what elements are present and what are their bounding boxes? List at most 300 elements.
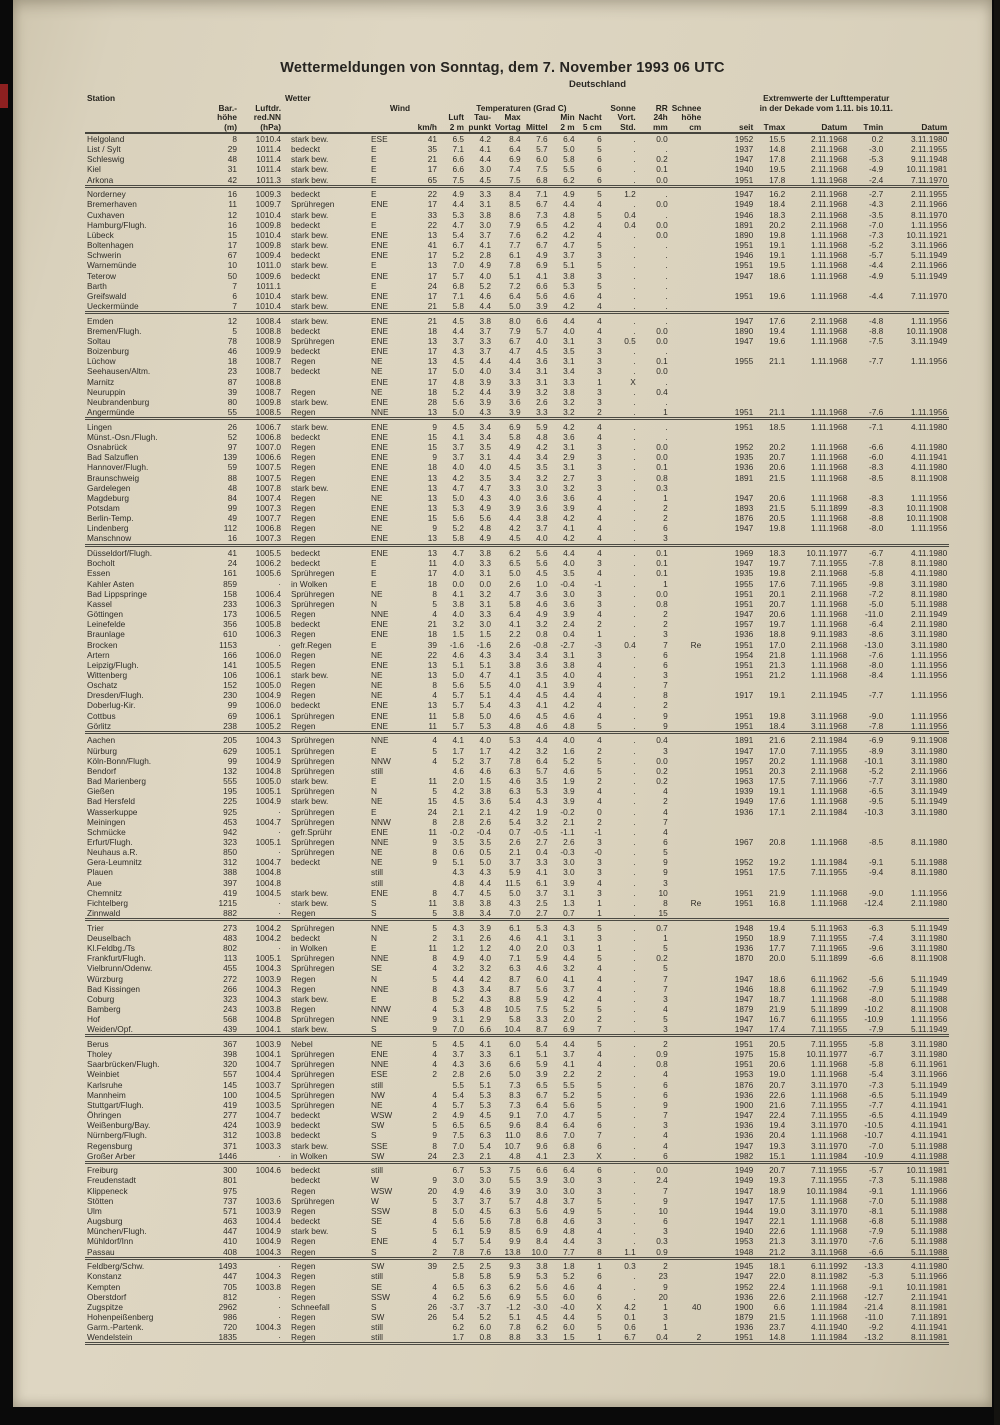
cell-tmin: -7.2 [868, 588, 884, 599]
cell-tmax [755, 397, 787, 407]
cell-barhoehe_m: 272 [223, 973, 237, 984]
cell-tmin_datum [885, 366, 949, 376]
table-row [85, 680, 949, 690]
cell-barhoehe_m: 18 [227, 356, 237, 367]
cell-max_vortag: 5.0 [509, 301, 521, 311]
cell-wetter: Regen [291, 680, 316, 691]
cell-seit: 1947 [734, 1140, 754, 1151]
cell-tmax: 17.8 [769, 174, 786, 185]
cell-tmin_datum [885, 483, 949, 493]
cell-mittel: 5.6 [523, 545, 550, 558]
cell-tmin: -5.8 [868, 568, 884, 579]
cell-station: Freiburg [85, 1162, 207, 1175]
cell-wind_kmh [411, 1271, 439, 1281]
cell-rr_24h_mm: . [665, 376, 668, 387]
cell-wind_kmh: 26 [427, 1312, 437, 1322]
cell-wind_kmh: 8 [432, 680, 437, 691]
cell-barhoehe_m: 67 [227, 250, 237, 261]
cell-seit: 1947 [734, 973, 754, 984]
cell-wetter: stark bew. [291, 396, 329, 407]
cell-wind_richtung: NE [371, 523, 383, 534]
cell-luft_2m: 5.3 [452, 209, 464, 220]
cell-wind_kmh: 4 [432, 1089, 437, 1100]
cell-rr_24h_mm: 8 [663, 690, 668, 701]
cell-seit: 1951 [734, 897, 754, 908]
cell-tmax_datum: 1.11.1968 [810, 1130, 848, 1141]
cell-taupunkt: 3.8 [479, 786, 491, 797]
cell-wind_kmh: 8 [432, 1140, 437, 1151]
cell-barhoehe_m: 266 [223, 983, 237, 994]
cell-sonne_std: . [633, 462, 636, 473]
cell-barhoehe_m: 141 [223, 659, 237, 670]
cell-wind_richtung: S [371, 1226, 377, 1237]
cell-tmax: 19.5 [769, 260, 786, 271]
cell-luftdruck_hpa: 1003.5 [255, 1099, 281, 1110]
cell-rr_24h_mm: 1 [663, 1322, 668, 1333]
cell-tmin_datum: 10.11.1908 [906, 502, 948, 513]
cell-max_vortag: 4.0 [509, 680, 521, 691]
cell-seit [703, 963, 755, 973]
cell-nacht_5cm: 3 [597, 1236, 602, 1247]
cell-tmax_datum: 1.11.1968 [810, 240, 848, 251]
cell-taupunkt: 3.8 [479, 897, 491, 908]
table-row [85, 377, 949, 387]
cell-tmax: 18.9 [769, 932, 786, 943]
cell-min_2m: 2.2 [563, 1069, 575, 1080]
table-row [85, 366, 949, 376]
cell-wetter: Sprühregen [291, 568, 335, 579]
cell-barhoehe_m: 367 [207, 1036, 239, 1049]
cell-nacht_5cm: 3 [597, 1185, 602, 1196]
cell-schneehoehe_cm [670, 807, 704, 817]
cell-seit: 1951 [734, 639, 754, 650]
cell-taupunkt: 0.8 [479, 1332, 491, 1343]
cell-rr_24h_mm: 6 [663, 1216, 668, 1227]
cell-taupunkt: 4.6 [479, 290, 491, 301]
cell-schneehoehe_cm [670, 1282, 704, 1292]
cell-wind_kmh: 13 [427, 669, 437, 680]
cell-barhoehe_m: 59 [227, 462, 237, 473]
cell-schneehoehe_cm [670, 483, 704, 493]
cell-rr_24h_mm: 0.0 [656, 442, 668, 453]
cell-min_2m: 3.2 [563, 482, 575, 493]
cell-min_2m: 5.3 [563, 280, 575, 291]
cell-sonne_std: . [633, 301, 636, 311]
cell-station: Fichtelberg [87, 897, 129, 908]
cell-tmin_datum: 4.11.1980 [885, 1258, 949, 1271]
cell-schneehoehe_cm [670, 599, 704, 609]
cell-sonne_std: . [633, 1195, 636, 1206]
cell-taupunkt: 3.6 [479, 796, 491, 807]
cell-tmax_datum: 3.11.1970 [810, 1120, 848, 1131]
cell-max_vortag: 4.6 [509, 932, 521, 943]
table-row [85, 1186, 949, 1196]
cell-taupunkt: 3.3 [466, 186, 493, 199]
cell-station: Greifswald [87, 290, 127, 301]
cell-station: Oschatz [87, 680, 118, 691]
cell-wetter: Sprühregen [291, 1014, 335, 1025]
cell-tmax: 20.4 [769, 1130, 786, 1141]
cell-min_2m: 4.9 [550, 186, 577, 199]
cell-sonne_std: . [633, 993, 636, 1004]
cell-tmax: 22.0 [769, 1271, 786, 1282]
cell-min_2m: 3.9 [563, 796, 575, 807]
cell-tmin_datum: 3.11.1980 [910, 1049, 948, 1060]
cell-sonne_std: . [633, 386, 636, 397]
cell-wind_richtung: E [371, 280, 377, 291]
cell-nacht_5cm: 3 [597, 836, 602, 847]
cell-max_vortag: 7.3 [509, 1099, 521, 1110]
cell-seit: 1951 [734, 260, 754, 271]
cell-min_2m: 4.6 [563, 710, 575, 721]
cell-tmin_datum: 4.11.1980 [910, 568, 948, 579]
cell-min_2m: 2.1 [563, 816, 575, 827]
cell-max_vortag: 3.3 [509, 376, 521, 387]
cell-wind_kmh: 9 [411, 419, 439, 432]
cell-nacht_5cm: 4 [597, 568, 602, 579]
cell-tmax_datum: 2.11.1968 [810, 209, 848, 220]
cell-rr_24h_mm: 3 [663, 745, 668, 756]
cell-luft_2m: 3.8 [452, 897, 464, 908]
cell-barhoehe_m: 439 [223, 1024, 237, 1035]
cell-wetter: stark bew. [291, 669, 329, 680]
cell-sonne_std: 0.6 [624, 1322, 636, 1333]
cell-tmin_datum: 8.11.1908 [910, 953, 948, 964]
cell-mittel: -0.5 [533, 826, 548, 837]
cell-min_2m: 3.9 [563, 609, 575, 620]
cell-tmin_datum: 4.11.1941 [910, 1099, 948, 1110]
cell-luft_2m: 3.0 [452, 1175, 464, 1186]
cell-rr_24h_mm: 0.0 [638, 1162, 670, 1175]
cell-wind_richtung: still [371, 1271, 383, 1282]
cell-wind_richtung: NNE [371, 983, 389, 994]
cell-tmin_datum: 3.11.1980 [910, 134, 948, 144]
cell-rr_24h_mm: 3 [663, 669, 668, 680]
cell-rr_24h_mm: 9 [663, 857, 668, 868]
cell-barhoehe_m: 39 [227, 386, 237, 397]
cell-rr_24h_mm: 9 [663, 720, 668, 731]
cell-tmax_datum: 1.11.1968 [810, 1281, 848, 1292]
cell-schneehoehe_cm [670, 619, 704, 629]
cell-wind_richtung: E [361, 186, 411, 199]
cell-luftdruck_hpa: 1006.3 [255, 598, 281, 609]
cell-nacht_5cm: 4 [597, 700, 602, 711]
cell-schneehoehe_cm [670, 589, 704, 599]
cell-max_vortag: 7.1 [509, 953, 521, 964]
cell-tmax: 19.2 [769, 857, 786, 868]
cell-tmin_datum [885, 908, 949, 920]
cell-max_vortag: 7.6 [509, 229, 521, 240]
cell-wind_kmh: 11 [428, 710, 437, 721]
cell-taupunkt: 4.3 [479, 993, 491, 1004]
region-label: Deutschland [568, 79, 626, 90]
cell-wind_richtung: NW [371, 1089, 385, 1100]
cell-wetter [283, 281, 361, 291]
cell-seit: 1936 [734, 629, 754, 640]
cell-luft_2m: 6.5 [452, 134, 464, 144]
cell-station: Schwerin [87, 250, 122, 261]
cell-station: Magdeburg [87, 492, 129, 503]
cell-min_2m: 0.7 [563, 908, 575, 919]
cell-luft_2m: 6.6 [452, 154, 464, 165]
cell-wind_richtung: NE [371, 847, 383, 858]
cell-min_2m: 3.7 [563, 983, 575, 994]
cell-tmax_datum: 1.11.1968 [810, 1059, 848, 1070]
cell-station: Ueckermünde [87, 301, 139, 311]
cell-wind_kmh: 20 [427, 1185, 437, 1196]
cell-luft_2m: 6.7 [439, 1162, 466, 1175]
cell-tmin_datum: 10.11.1908 [906, 325, 948, 336]
cell-barhoehe_m: 610 [223, 629, 237, 640]
cell-nacht_5cm: -3 [594, 639, 602, 650]
cell-mittel: 2.7 [536, 836, 548, 847]
cell-tmin: -6.6 [868, 1246, 884, 1257]
cell-station: Hannover/Flugh. [87, 462, 149, 473]
cell-tmax_datum: 2.11.1968 [810, 1291, 848, 1302]
cell-wind_kmh: 11 [428, 897, 437, 908]
cell-sonne_std: . [633, 816, 636, 827]
cell-sonne_std: . [633, 932, 636, 943]
cell-wind_richtung: S [371, 1130, 377, 1141]
cell-min_2m: 6.4 [563, 134, 575, 144]
cell-schneehoehe_cm [670, 533, 704, 545]
cell-wind_kmh: 17 [427, 346, 437, 357]
cell-tmax_datum: 8.11.1982 [810, 1271, 848, 1282]
cell-min_2m: 5.1 [563, 260, 575, 271]
cell-luftdruck_hpa: 1005.1 [255, 745, 281, 756]
table-row [85, 1226, 949, 1236]
cell-wind_kmh: 13 [427, 502, 437, 513]
cell-mittel: 2.0 [536, 943, 548, 954]
cell-wind_richtung: NNE [361, 732, 411, 745]
cell-sonne_std: . [633, 472, 636, 483]
cell-wetter: bedeckt [291, 1130, 321, 1141]
cell-sonne_std: . [633, 523, 636, 534]
cell-tmax: 19.1 [769, 786, 786, 797]
cell-rr_24h_mm: . [665, 270, 668, 281]
cell-wind_kmh [411, 1322, 439, 1332]
cell-luft_2m: 3.1 [452, 1014, 464, 1025]
cell-wind_richtung: NE [361, 1036, 411, 1049]
cell-barhoehe_m: 312 [223, 857, 237, 868]
cell-sonne_std: . [633, 1175, 636, 1186]
cell-sonne_std: . [633, 1226, 636, 1237]
cell-mittel: 5.9 [536, 953, 548, 964]
col-station: Station [87, 93, 116, 103]
cell-luft_2m: 5.7 [452, 270, 464, 281]
cell-seit: 1946 [734, 209, 754, 220]
cell-taupunkt: 1.7 [479, 745, 491, 756]
cell-station: Saarbrücken/Flugh. [87, 1059, 160, 1070]
cell-tmin: -6.7 [868, 1049, 884, 1060]
cell-wind_kmh: 8 [432, 953, 437, 964]
cell-luft_2m: 6.1 [452, 1226, 464, 1237]
cell-luft_2m: 4.3 [452, 983, 464, 994]
cell-mittel: 6.0 [536, 973, 548, 984]
cell-tmax_datum [787, 432, 849, 442]
cell-min_2m: 5.0 [563, 144, 575, 155]
table-row [85, 888, 949, 898]
cell-wind_richtung: ENE [371, 325, 389, 336]
cell-luft_2m: 5.7 [452, 700, 464, 711]
cell-tmax: 17.6 [755, 313, 787, 326]
cell-schneehoehe_cm [670, 1322, 704, 1332]
cell-rr_24h_mm: 2 [663, 796, 668, 807]
cell-wind_richtung: ENE [371, 629, 389, 640]
cell-tmax [755, 847, 787, 857]
cell-tmax_datum: 7.11.1955 [810, 1099, 848, 1110]
cell-wetter: Sprühregen [283, 732, 361, 745]
cell-barhoehe_m: 371 [223, 1140, 237, 1151]
table-row [85, 1036, 949, 1049]
cell-barhoehe_m: 320 [223, 1059, 237, 1070]
cell-wind_kmh: 5 [432, 1226, 437, 1237]
cell-taupunkt: 4.0 [479, 366, 491, 377]
cell-tmin: -3.5 [868, 209, 884, 220]
cell-luft_2m: 2.8 [452, 816, 464, 827]
cell-schneehoehe_cm [670, 700, 704, 710]
cell-schneehoehe_cm [670, 442, 704, 452]
cell-station: Boizenburg [87, 346, 129, 357]
cell-luftdruck_hpa: 1003.9 [255, 973, 281, 984]
cell-rr_24h_mm: 9 [663, 710, 668, 721]
table-row [85, 260, 949, 270]
cell-luftdruck_hpa: 1004.9 [255, 690, 281, 701]
table-row [85, 186, 949, 199]
cell-station: Bendorf [87, 765, 117, 776]
cell-taupunkt: 5.0 [479, 857, 491, 868]
cell-max_vortag: 4.4 [509, 452, 521, 463]
cell-taupunkt: 3.8 [479, 209, 491, 220]
cell-schneehoehe_cm [670, 943, 704, 953]
cell-luft_2m: 4.2 [452, 786, 464, 797]
cell-taupunkt: 5.6 [479, 1291, 491, 1302]
cell-rr_24h_mm: 4 [663, 1140, 668, 1151]
cell-taupunkt: 5.1 [479, 690, 491, 701]
cell-wetter: stark bew. [291, 776, 329, 787]
cell-wind_richtung: ENE [371, 346, 389, 357]
table-row [85, 1271, 949, 1281]
cell-mittel: 4.5 [536, 346, 548, 357]
cell-tmax: 20.2 [769, 755, 786, 766]
cell-wind_kmh: 13 [427, 472, 437, 483]
cell-wind_kmh: 5 [432, 1120, 437, 1131]
cell-tmin_datum: 4.11.1941 [910, 1322, 948, 1333]
cell-nacht_5cm: 3 [597, 482, 602, 493]
cell-wetter: Sprühregen [291, 1049, 335, 1060]
cell-tmax_datum: 1.11.1968 [810, 1312, 848, 1322]
cell-mittel: 5.7 [536, 325, 548, 336]
cell-wind_kmh: 15 [427, 513, 437, 524]
cell-tmin_datum: 1.11.1956 [910, 219, 948, 230]
cell-schneehoehe_cm [670, 847, 704, 857]
cell-tmax: 14.8 [769, 1332, 786, 1343]
cell-rr_24h_mm: 0.3 [656, 482, 668, 493]
cell-tmin_datum: 2.11.1980 [910, 619, 948, 630]
cell-barhoehe_m: 859 [223, 578, 237, 589]
cell-max_vortag: 5.4 [509, 796, 521, 807]
cell-tmin: -4.9 [868, 270, 884, 281]
cell-rr_24h_mm: . [665, 240, 668, 251]
cell-mittel: 3.4 [536, 452, 548, 463]
cell-luftdruck_hpa: 1009.8 [255, 240, 281, 251]
cell-tmin: -4.4 [868, 290, 884, 301]
cell-schneehoehe_cm [670, 933, 704, 943]
cell-luft_2m: 4.4 [452, 199, 464, 210]
table-row [85, 994, 949, 1004]
cell-mittel: 4.5 [536, 690, 548, 701]
cell-taupunkt: 4.4 [479, 301, 491, 311]
cell-tmax: 18.5 [755, 419, 787, 432]
cell-station: Mühldorf/Inn [87, 1236, 134, 1247]
cell-mittel: 5.6 [536, 1205, 548, 1216]
cell-barhoehe_m: 8 [232, 134, 237, 144]
cell-min_2m: 4.2 [563, 513, 575, 524]
cell-sonne_std: . [633, 502, 636, 513]
cell-wind_richtung: E [371, 260, 377, 271]
cell-mittel: 2.5 [536, 897, 548, 908]
cell-wetter: Sprühregen [291, 806, 335, 817]
cell-tmax: 21.8 [769, 649, 786, 660]
cell-tmax_datum: 2.11.1984 [810, 806, 848, 817]
cell-barhoehe_m: 132 [223, 765, 237, 776]
cell-min_2m: -1.1 [560, 826, 575, 837]
cell-luftdruck_hpa: · [278, 1312, 281, 1322]
cell-min_2m: 3.6 [563, 598, 575, 609]
cell-tmax_datum: 1.11.1984 [810, 1332, 848, 1343]
cell-luftdruck_hpa: 1004.6 [239, 1162, 283, 1175]
cell-taupunkt: 3.3 [479, 1049, 491, 1060]
cell-nacht_5cm: 5 [597, 720, 602, 731]
cell-luftdruck_hpa: 1004.9 [255, 755, 281, 766]
cell-tmin: -10.1 [864, 755, 884, 766]
cell-wetter: stark bew. [283, 313, 361, 326]
cell-station: Ulm [87, 1205, 102, 1216]
cell-barhoehe_m: 356 [223, 619, 237, 630]
cell-sonne_std: . [604, 313, 638, 326]
cell-sonne_std: . [633, 629, 636, 640]
cell-wetter: bedeckt [291, 346, 321, 357]
cell-wind_kmh: 21 [427, 154, 437, 165]
cell-mittel: 6.4 [536, 755, 548, 766]
cell-wind_richtung: NE [371, 649, 383, 660]
cell-sonne_std: . [633, 1049, 636, 1060]
cell-tmin_datum: 10.11.1981 [906, 1281, 948, 1292]
cell-wind_kmh: 5 [432, 598, 437, 609]
cell-min_2m: 3.7 [563, 250, 575, 261]
table-row [85, 766, 949, 776]
cell-rr_24h_mm: 6 [663, 836, 668, 847]
cell-tmin_datum: 4.11.1941 [910, 1130, 948, 1141]
cell-seit: 1951 [734, 710, 754, 721]
cell-sonne_std: . [633, 897, 636, 908]
cell-luftdruck_hpa: · [278, 578, 281, 589]
cell-barhoehe_m: 166 [223, 649, 237, 660]
cell-rr_24h_mm: 1 [663, 492, 668, 503]
table-row [85, 452, 949, 462]
cell-tmax_datum [787, 483, 849, 493]
cell-mittel: 6.9 [536, 260, 548, 271]
cell-sonne_std: . [633, 260, 636, 271]
cell-tmax [755, 301, 787, 313]
cell-sonne_std: . [633, 669, 636, 680]
cell-luft_2m: 3.2 [452, 963, 464, 974]
cell-nacht_5cm: 4 [577, 545, 604, 558]
cell-tmax [755, 963, 787, 973]
table-row [85, 154, 949, 164]
table-row [85, 898, 949, 908]
cell-wind_richtung: SW [371, 1120, 385, 1131]
